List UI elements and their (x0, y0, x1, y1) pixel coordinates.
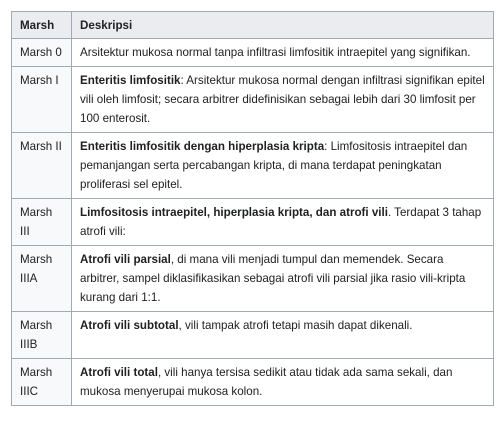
description-bold-term: Atrofi vili parsial (80, 253, 171, 266)
description-bold-term: Atrofi vili subtotal (80, 319, 179, 332)
description-text: , vili tampak atrofi tetapi masih dapat dikenali. (178, 319, 413, 332)
stage-cell: Marsh II (12, 133, 72, 199)
stage-cell: Marsh 0 (12, 39, 72, 67)
description-bold-term: Limfositosis intraepitel, hiperplasia kripta, dan atrofi vili (80, 206, 388, 219)
table-row (12, 67, 494, 133)
description-text: Arsitektur mukosa normal tanpa infiltrasi limfositik intraepitel yang signifikan. (80, 46, 471, 59)
stage-cell: Marsh IIIA (12, 246, 72, 312)
stage-cell: Marsh IIIC (12, 359, 72, 406)
description-text: : Limfositosis intraepitel dan pemanjangan serta percabangan kripta, di mana terdapat peningkatan proliferasi sel epitel. (80, 140, 468, 191)
table-row (12, 312, 494, 359)
stage-cell: Marsh IIIB (12, 312, 72, 359)
stage-cell: Marsh III (12, 199, 72, 246)
description-cell (72, 39, 494, 67)
description-text: . Terdapat 3 tahap atrofi vili: (80, 206, 482, 238)
description-bold-term: Enteritis limfositik dengan hiperplasia kripta (80, 140, 325, 153)
marsh-classification-table-container (11, 11, 493, 406)
marsh-classification-table (11, 11, 494, 406)
description-cell (72, 67, 494, 133)
table-row (12, 133, 494, 199)
table-row (12, 199, 494, 246)
column-header-deskripsi: Deskripsi (72, 12, 494, 39)
description-cell (72, 246, 494, 312)
description-text: , vili hanya tersisa sedikit atau tidak ada sama sekali, dan mukosa menyerupai mukosa kolon. (80, 366, 453, 398)
description-cell (72, 133, 494, 199)
description-bold-term: Atrofi vili total (80, 366, 158, 379)
description-text: : Arsitektur mukosa normal dengan infiltrasi signifikan epitel vili oleh limfosit; secara arbitrer didefinisikan sebagai lebih dari 30 limfosit per 100 enterosit. (80, 74, 485, 125)
table-header-row (12, 12, 494, 39)
column-header-marsh: Marsh (12, 12, 72, 39)
description-bold-term: Enteritis limfositik (80, 74, 181, 87)
description-cell (72, 199, 494, 246)
description-cell (72, 359, 494, 406)
table-row (12, 359, 494, 406)
table-row (12, 39, 494, 67)
stage-cell: Marsh I (12, 67, 72, 133)
table-row (12, 246, 494, 312)
description-cell (72, 312, 494, 359)
description-text: , di mana vili menjadi tumpul dan memendek. Secara arbitrer, sampel diklasifikasikan sebagai atrofi vili parsial jika rasio vili-kripta kurang dari 1:1. (80, 253, 466, 304)
